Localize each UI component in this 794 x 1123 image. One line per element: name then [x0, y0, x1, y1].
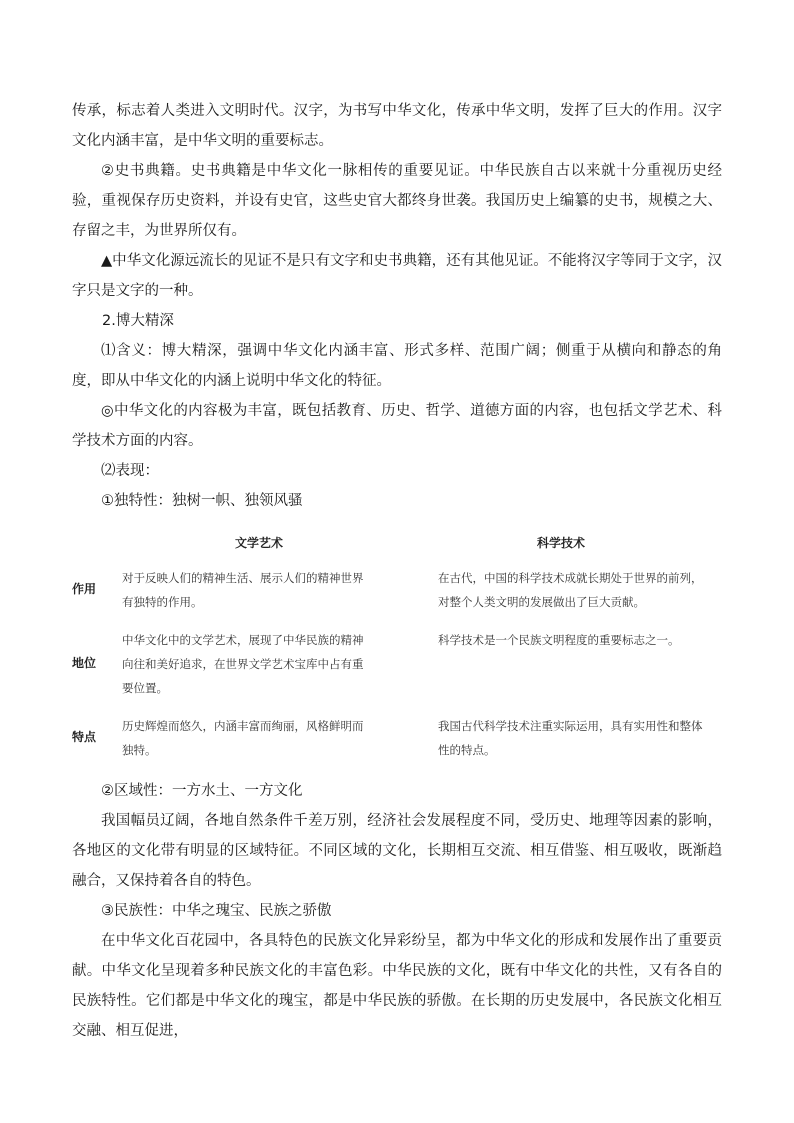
table-corner-cell	[72, 526, 118, 558]
table-cell: 中华文化中的文学艺术，展现了中华民族的精神向往和美好追求，在世界文学艺术宝库中占有重要位置。	[122, 633, 364, 695]
table-row	[72, 620, 722, 706]
paragraph-history-books: ②史书典籍。史书典籍是中华文化一脉相传的重要见证。中华民族自古以来就十分重视历史经验，重视保存历史资料，并设有史官，这些史官大都终身世袭。我国历史上编纂的史书，规模之大、存留之丰，为世界所仅有。	[72, 163, 722, 239]
paragraph-hanzi-continuation: 传承，标志着人类进入文明时代。汉字，为书写中华文化，传承中华文明，发挥了巨大的作用。汉字文化内涵丰富，是中华文明的重要标志。	[72, 103, 722, 149]
row-label-status: 地位	[72, 656, 97, 670]
table-cell: 历史辉煌而悠久，内涵丰富而绚丽，风格鲜明而独特。	[122, 719, 364, 757]
paragraph-ethnic-heading: ③民族性：中华之瑰宝、民族之骄傲	[101, 903, 332, 919]
paragraph-regional: 我国幅员辽阔，各地自然条件千差万别，经济社会发展程度不同，受历史、地理等因素的影响，各地区的文化带有明显的区域特征。不同区域的文化，长期相互交流、相互借鉴、相互吸收，既渐趋融合，又保持着各自的特色。	[72, 813, 722, 889]
table-cell: 科学技术是一个民族文明程度的重要标志之一。	[438, 633, 680, 647]
document-body	[72, 96, 722, 1046]
paragraph-ethnic: 在中华文化百花园中，各具特色的民族文化异彩纷呈，都为中华文化的形成和发展作出了重要贡献。中华文化呈现着多种民族文化的丰富色彩。中华民族的文化，既有中华文化的共性，又有各自的民族特性。它们都是中华文化的瑰宝，都是中华民族的骄傲。在长期的历史发展中，各民族文化相互交融、相互促进，	[72, 933, 722, 1039]
paragraph-note: ▲中华文化源远流长的见证不是只有文字和史书典籍，还有其他见证。不能将汉字等同于文字，汉字只是文字的一种。	[72, 253, 722, 299]
comparison-table	[72, 526, 722, 768]
paragraph-regional-heading: ②区域性：一方水土、一方文化	[101, 783, 303, 799]
table-cell: 在古代，中国的科学技术成就长期处于世界的前列，对整个人类文明的发展做出了巨大贡献。	[438, 571, 703, 609]
section-heading: 2.博大精深	[102, 313, 174, 329]
table-cell: 对于反映人们的精神生活、展示人们的精神世界有独特的作用。	[122, 571, 364, 609]
paragraph-meaning: ⑴含义：博大精深，强调中华文化内涵丰富、形式多样、范围广阔；侧重于从横向和静态的角度，即从中华文化的内涵上说明中华文化的特征。	[72, 343, 722, 389]
table-header-literature-art: 文学艺术	[234, 535, 283, 550]
table-row	[72, 706, 722, 768]
table-header-row	[72, 526, 722, 558]
paragraph-manifestation: ⑵表现：	[101, 463, 159, 479]
row-label-features: 特点	[72, 730, 97, 744]
paragraph-uniqueness: ①独特性：独树一帜、独领风骚	[101, 493, 303, 509]
table-cell: 我国古代科学技术注重实际运用，具有实用性和整体性的特点。	[438, 719, 703, 757]
table-header-science-tech: 科学技术	[536, 535, 585, 550]
row-label-role: 作用	[72, 582, 97, 596]
table-row	[72, 558, 722, 620]
paragraph-content-note: ◎中华文化的内容极为丰富，既包括教育、历史、哲学、道德方面的内容，也包括文学艺术、科学技术方面的内容。	[72, 403, 722, 449]
